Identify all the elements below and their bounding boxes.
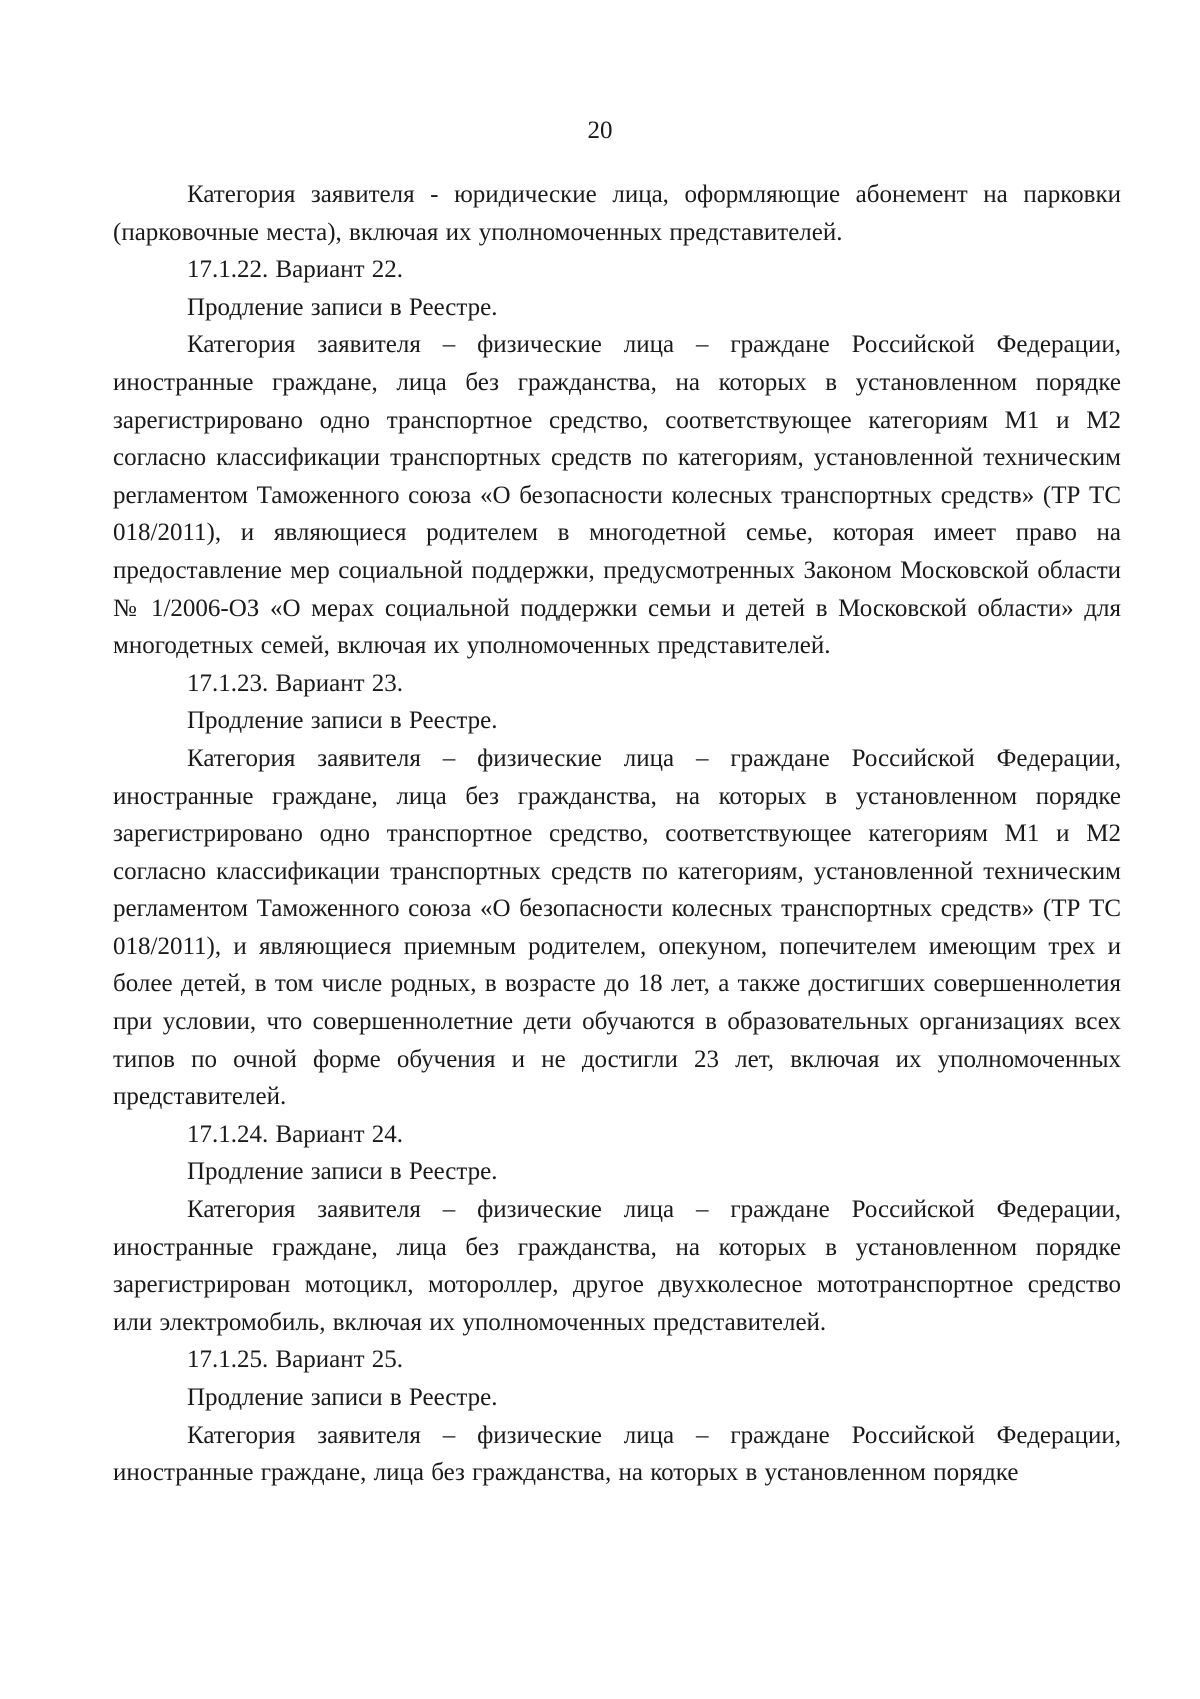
section-heading-variant-24: 17.1.24. Вариант 24.: [187, 1120, 404, 1148]
section-heading-variant-23: 17.1.23. Вариант 23.: [187, 669, 404, 697]
document-body: [113, 176, 1121, 1492]
paragraph-service-variant-25: Продление записи в Реестре.: [187, 1384, 498, 1411]
paragraph-service-variant-22: Продление записи в Реестре.: [187, 293, 498, 321]
paragraph-applicant-variant-23: Категория заявителя – физические лица – граждане Российской Федерации, иностранные граждане, лица без гражданства, на которых в установленном порядке зарегистрировано одно транспортное средство, соответствующее категориям М1 и М2 согласно классификации транспортных средств по категориям, установленной техническим регламентом Таможенного союза «О безопасности колесных транспортных средств» (ТР ТС 018/2011), и являющиеся приемным родителем, опекуном, попечителем имеющим трех и более детей, в том числе родных, в возрасте до 18 лет, а также достигших совершеннолетия при условии, что совершеннолетние дети обучаются в образовательных организациях всех типов по очной форме обучения и не достигли 23 лет, включая их уполномоченных представителей.: [113, 744, 1121, 1111]
paragraph-applicant-legal-entities: Категория заявителя - юридические лица, оформляющие абонемент на парковки (парковочные места), включая их уполномоченных представителей.: [113, 181, 1121, 246]
paragraph-applicant-variant-25: Категория заявителя – физические лица – граждане Российской Федерации, иностранные граждане, лица без гражданства, на которых в установленном порядке: [113, 1421, 1121, 1487]
paragraph-service-variant-23: Продление записи в Реестре.: [187, 707, 498, 735]
section-heading-variant-22: 17.1.22. Вариант 22.: [187, 256, 404, 284]
paragraph-applicant-variant-24: Категория заявителя – физические лица – граждане Российской Федерации, иностранные граждане, лица без гражданства, на которых в установленном порядке зарегистрирован мотоцикл, мотороллер, другое двухколесное мототранспортное средство или электромобиль, включая их уполномоченных представителей.: [113, 1196, 1121, 1336]
page-number: 20: [587, 117, 613, 144]
paragraph-applicant-variant-22: Категория заявителя – физические лица – граждане Российской Федерации, иностранные граждане, лица без гражданства, на которых в установленном порядке зарегистрировано одно транспортное средство, соответствующее категориям М1 и М2 согласно классификации транспортных средств по категориям, установленной техническим регламентом Таможенного союза «О безопасности колесных транспортных средств» (ТР ТС 018/2011), и являющиеся родителем в многодетной семье, которая имеет право на предоставление мер социальной поддержки, предусмотренных Законом Московской области № 1/2006-ОЗ «О мерах социальной поддержки семьи и детей в Московской области» для многодетных семей, включая их уполномоченных представителей.: [113, 331, 1121, 660]
paragraph-service-variant-24: Продление записи в Реестре.: [187, 1158, 498, 1186]
section-heading-variant-25: 17.1.25. Вариант 25.: [187, 1346, 404, 1374]
